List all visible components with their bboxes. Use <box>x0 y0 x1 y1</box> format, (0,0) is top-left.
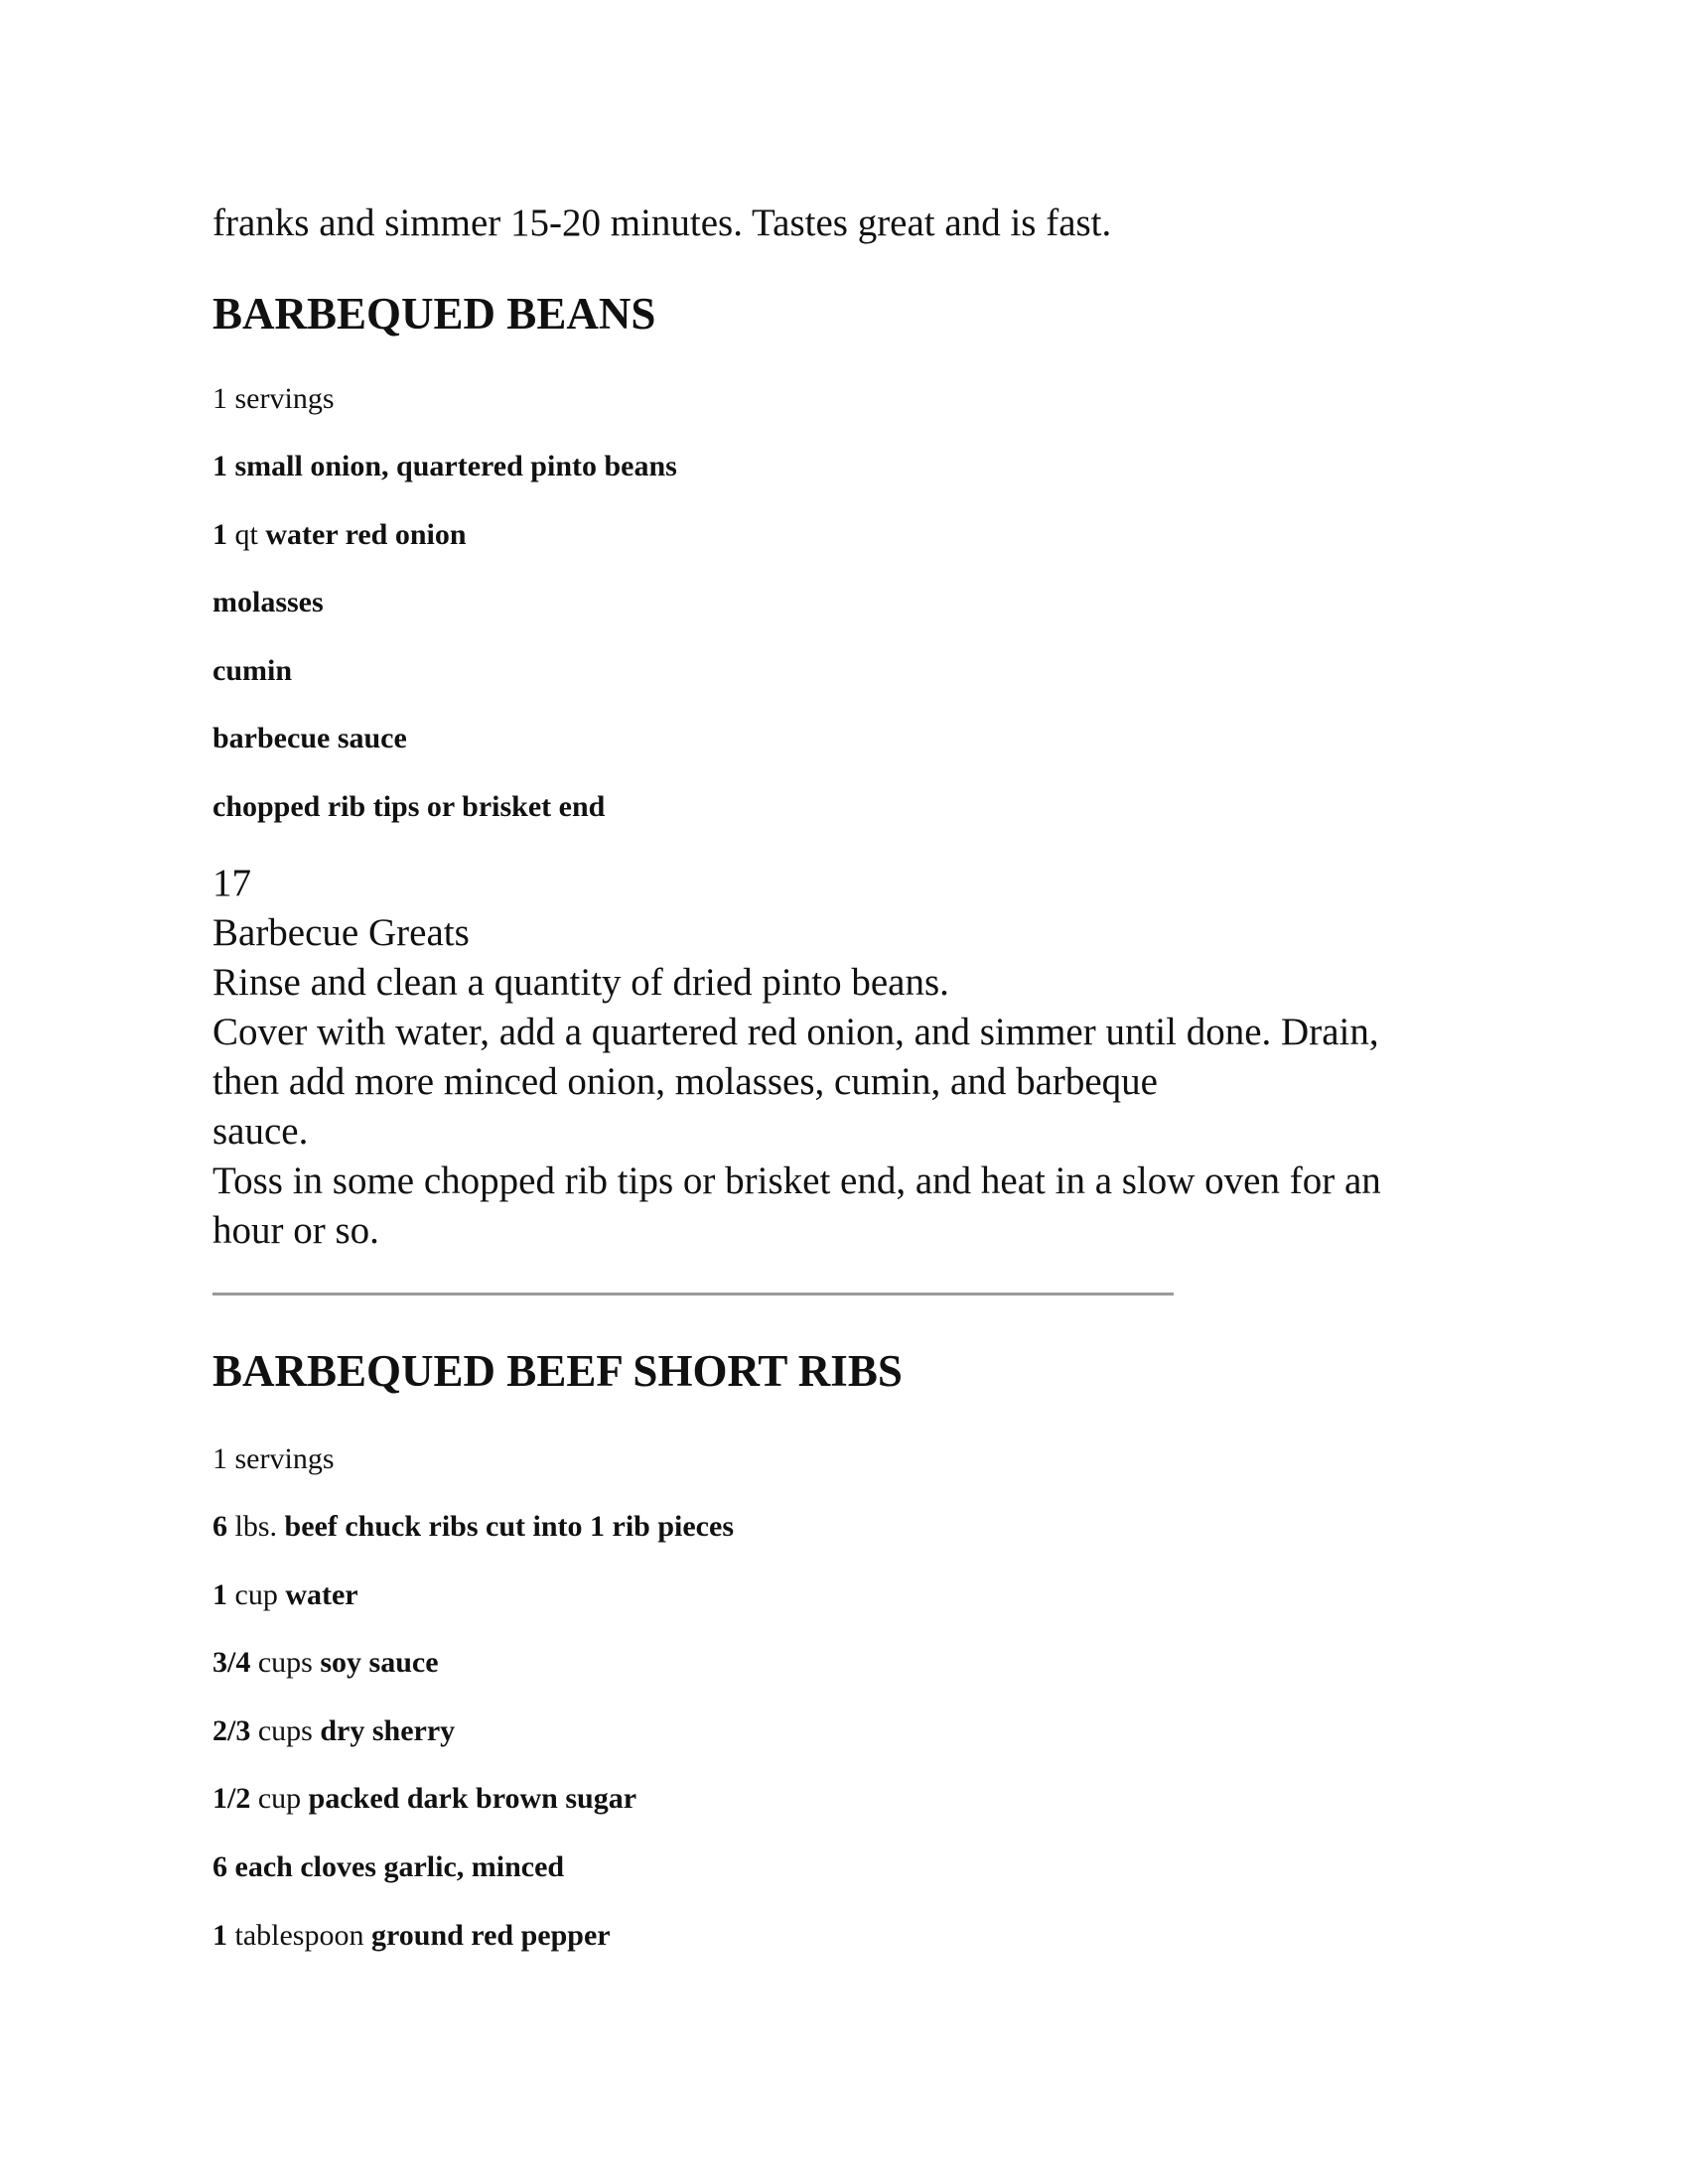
directions-line: 17 <box>212 862 251 904</box>
ingredient-item: 3/4 cups soy sauce <box>212 1646 439 1680</box>
directions-line: sauce. <box>212 1110 309 1153</box>
ingredient-list <box>212 1507 734 1983</box>
directions-line: then add more minced onion, molasses, cumin, and barbeque <box>212 1060 1158 1103</box>
recipe-divider <box>212 1293 1174 1296</box>
recipe-directions <box>212 859 1503 1256</box>
directions-line: Rinse and clean a quantity of dried pinto beans. <box>212 961 949 1004</box>
ingredient-list <box>212 447 677 856</box>
ingredient-item: 2/3 cups dry sherry <box>212 1713 456 1747</box>
ingredient-item: 1 cup water <box>212 1577 358 1611</box>
ingredient-item: chopped rib tips or brisket end <box>212 789 606 823</box>
ingredient-item: 1 small onion, quartered pinto beans <box>212 450 677 482</box>
directions-line: Cover with water, add a quartered red onion, and simmer until done. Drain, <box>212 1011 1379 1053</box>
ingredient-item: cumin <box>212 653 293 687</box>
recipe-servings: 1 servings <box>212 1442 335 1475</box>
ingredient-item: barbecue sauce <box>212 722 407 755</box>
ingredient-item: 1/2 cup packed dark brown sugar <box>212 1782 637 1816</box>
ingredient-item: 1 tablespoon ground red pepper <box>212 1918 611 1952</box>
ingredient-item: 1 qt water red onion <box>212 517 467 551</box>
ingredient-item: molasses <box>212 586 324 619</box>
intro-text: franks and simmer 15-20 minutes. Tastes great and is fast. <box>212 202 1112 244</box>
recipe-title: BARBEQUED BEEF SHORT RIBS <box>212 1346 903 1396</box>
directions-line: Toss in some chopped rib tips or brisket end, and heat in a slow oven for an <box>212 1160 1381 1202</box>
directions-line: Barbecue Greats <box>212 911 470 954</box>
ingredient-item: 6 each cloves garlic, minced <box>212 1849 565 1883</box>
recipe-title: BARBEQUED BEANS <box>212 289 656 339</box>
directions-line: hour or so. <box>212 1209 379 1252</box>
recipe-servings: 1 servings <box>212 382 335 415</box>
ingredient-item: 6 lbs. beef chuck ribs cut into 1 rib pieces <box>212 1510 734 1543</box>
